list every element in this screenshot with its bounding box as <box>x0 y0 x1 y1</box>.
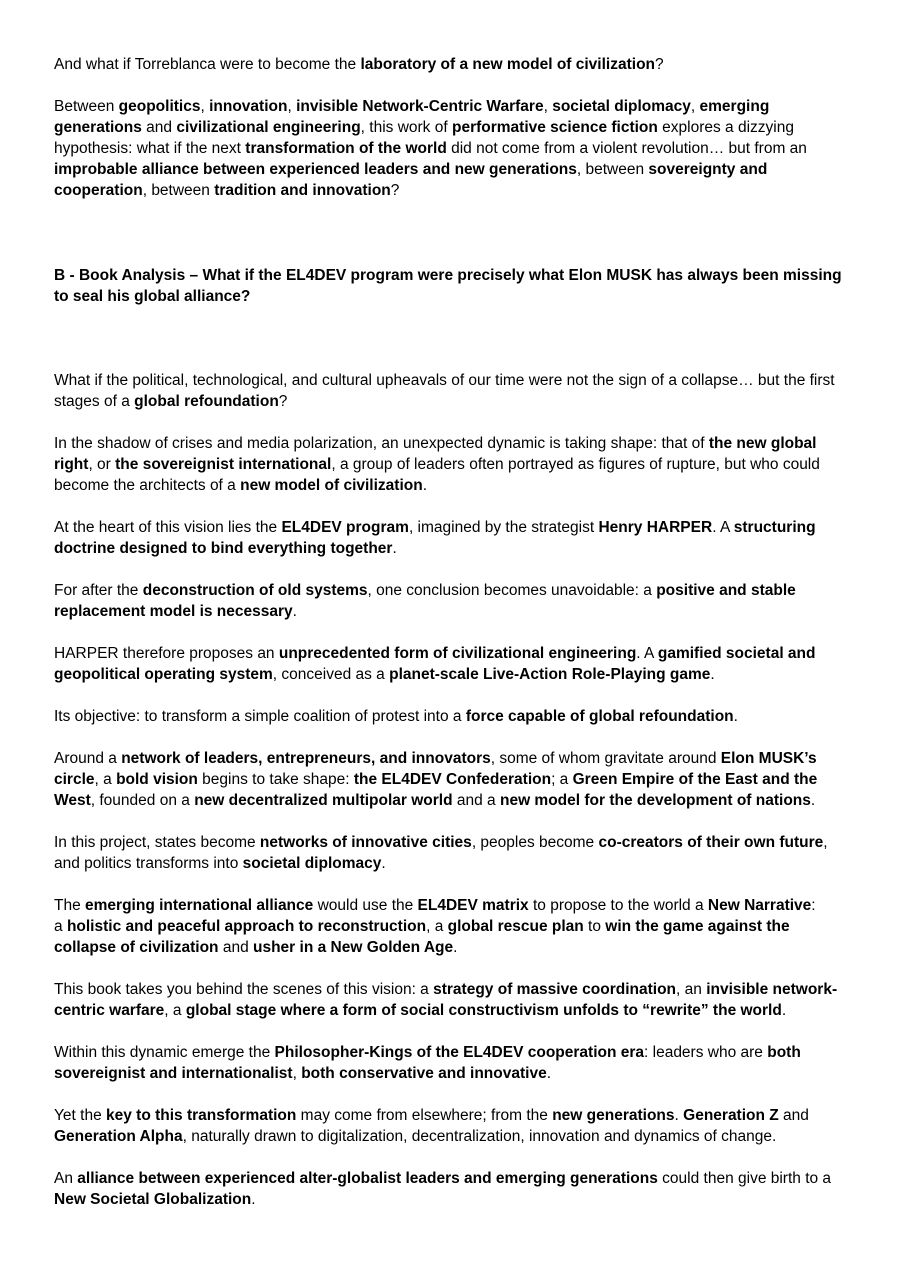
bold-text-run: tradition and innovation <box>214 182 391 199</box>
bold-text-run: win the game against the collapse of civilization <box>54 918 790 956</box>
text-run: would use the <box>313 897 418 914</box>
text-run: An <box>54 1170 78 1187</box>
paragraph <box>54 370 851 412</box>
text-run: did not come from a violent revolution… but from an <box>446 140 807 157</box>
text-run: , a <box>94 771 117 788</box>
bold-text-run: structuring doctrine designed to bind everything together <box>54 519 816 557</box>
bold-text-run: the sovereignist international <box>115 456 332 473</box>
text-run: The <box>54 897 86 914</box>
bold-text-run: Generation Z <box>683 1107 779 1124</box>
text-run: At the heart of this vision lies the <box>54 519 282 536</box>
bold-text-run: planet-scale Live-Action Role-Playing game <box>389 666 711 683</box>
text-run: . <box>392 540 397 557</box>
paragraph <box>54 643 851 685</box>
bold-text-run: the EL4DEV Confederation <box>353 771 552 788</box>
bold-text-run: force capable of global refoundation <box>465 708 734 725</box>
bold-text-run: Green Empire of the East and the West <box>54 771 818 809</box>
bold-text-run: positive and stable replacement model is necessary <box>54 582 796 620</box>
text-run: , <box>543 98 553 115</box>
text-run: , a <box>164 1002 186 1019</box>
paragraph <box>54 979 851 1021</box>
text-run: And what if Torreblanca were to become the <box>54 56 361 73</box>
text-run: , <box>690 98 700 115</box>
text-run: . <box>710 666 715 683</box>
text-run: . <box>810 792 816 809</box>
bold-text-run: Philosopher-Kings of the EL4DEV cooperation era <box>274 1044 645 1061</box>
bold-text-run: global stage where a form of social constructivism unfolds to “rewrite” the world <box>185 1002 782 1019</box>
paragraph <box>54 1168 851 1210</box>
bold-text-run: networks of innovative cities <box>259 834 472 851</box>
paragraph <box>54 706 851 727</box>
text-run: could then give birth to a <box>657 1170 832 1187</box>
text-run: , conceived as a <box>272 666 390 683</box>
text-run: and <box>778 1107 809 1124</box>
bold-text-run: global rescue plan <box>447 918 584 935</box>
section-heading <box>54 265 851 307</box>
text-run: Its objective: to transform a simple coalition of protest into a <box>54 708 466 725</box>
bold-text-run: sovereignty and cooperation <box>54 161 768 199</box>
text-run: , a <box>426 918 448 935</box>
text-run: , founded on a <box>90 792 195 809</box>
text-run: What if the political, technological, and cultural upheavals of our time were not the sign of a collapse… but the first stages of a <box>54 372 835 410</box>
paragraph <box>54 1042 851 1084</box>
text-run: HARPER therefore proposes an <box>54 645 279 662</box>
text-run: , naturally drawn to digitalization, decentralization, innovation and dynamics of change. <box>182 1128 777 1145</box>
bold-text-run: performative science fiction <box>451 119 658 136</box>
text-run: to <box>583 918 606 935</box>
text-run: , between <box>576 161 649 178</box>
bold-text-run: new decentralized multipolar world <box>194 792 453 809</box>
text-run: For after the <box>54 582 143 599</box>
bold-text-run: key to this transformation <box>106 1107 297 1124</box>
bold-text-run: network of leaders, entrepreneurs, and innovators <box>121 750 491 767</box>
text-run: . <box>546 1065 551 1082</box>
paragraph <box>54 96 851 201</box>
text-run: , this work of <box>360 119 452 136</box>
text-run: ? <box>278 393 288 410</box>
text-run: ? <box>390 182 400 199</box>
text-run: . <box>292 603 297 620</box>
text-run: , imagined by the strategist <box>408 519 599 536</box>
text-run: In this project, states become <box>54 834 260 851</box>
bold-text-run: co-creators of their own future <box>598 834 824 851</box>
text-run: . A <box>712 519 734 536</box>
bold-text-run: Elon MUSK’s circle <box>54 750 817 788</box>
text-run: . <box>453 939 458 956</box>
bold-text-run: holistic and peaceful approach to reconstruction <box>66 918 427 935</box>
bold-text-run: both conservative and innovative <box>301 1065 547 1082</box>
text-run: to propose to the world a <box>528 897 708 914</box>
paragraph <box>54 580 851 622</box>
text-run: , <box>292 1065 302 1082</box>
bold-text-run: geopolitics <box>118 98 201 115</box>
bold-text-run: gamified societal and geopolitical operating system <box>54 645 816 683</box>
text-run: , <box>287 98 297 115</box>
bold-text-run: Henry HARPER <box>598 519 713 536</box>
text-run: . <box>733 708 738 725</box>
text-run: . <box>781 1002 787 1019</box>
document-page <box>54 54 851 1231</box>
bold-text-run: alliance between experienced alter-globalist leaders and emerging generations <box>77 1170 658 1187</box>
paragraph <box>54 1105 851 1147</box>
text-run: ; a <box>551 771 573 788</box>
text-run: Yet the <box>54 1107 107 1124</box>
bold-text-run: deconstruction of old systems <box>142 582 368 599</box>
paragraph <box>54 748 851 811</box>
text-run: , between <box>142 182 215 199</box>
bold-text-run: invisible network-centric warfare <box>54 981 838 1019</box>
text-run: , an <box>676 981 707 998</box>
bold-text-run: civilizational engineering <box>176 119 361 136</box>
bold-text-run: improbable alliance between experienced leaders and new generations <box>54 161 577 178</box>
text-run: , peoples become <box>471 834 599 851</box>
bold-text-run: new generations <box>552 1107 675 1124</box>
bold-text-run: New Societal Globalization <box>54 1191 252 1208</box>
text-run: , or <box>88 456 116 473</box>
paragraph <box>54 832 851 874</box>
text-run: begins to take shape: <box>197 771 354 788</box>
text-run: , a group of leaders often portrayed as figures of rupture, but who could become the architects of a <box>54 456 820 494</box>
bold-text-run: emerging international alliance <box>85 897 314 914</box>
text-run: explores a dizzying hypothesis: what if the next <box>54 119 794 157</box>
text-run: ? <box>655 56 664 73</box>
bold-text-run: innovation <box>209 98 288 115</box>
text-run: a <box>54 918 67 935</box>
bold-text-run: strategy of massive coordination <box>433 981 677 998</box>
paragraph <box>54 433 851 496</box>
text-run: : leaders who are <box>644 1044 768 1061</box>
bold-text-run: Generation Alpha <box>54 1128 183 1145</box>
text-run: . <box>674 1107 684 1124</box>
bold-text-run: EL4DEV program <box>281 519 409 536</box>
bold-text-run: transformation of the world <box>245 140 447 157</box>
text-run: , some of whom gravitate around <box>490 750 721 767</box>
bold-text-run: both sovereignist and internationalist <box>54 1044 801 1082</box>
text-run: and a <box>452 792 500 809</box>
text-run: , and politics transforms into <box>54 834 828 872</box>
text-run: Between <box>54 98 119 115</box>
paragraph <box>54 895 851 958</box>
bold-text-run: the new global right <box>54 435 817 473</box>
bold-text-run: B - Book Analysis – What if the EL4DEV program were precisely what Elon MUSK has always been missing to seal his global alliance? <box>54 267 842 305</box>
bold-text-run: global refoundation <box>134 393 279 410</box>
bold-text-run: societal diplomacy <box>242 855 382 872</box>
text-run: In the shadow of crises and media polarization, an unexpected dynamic is taking shape: that of <box>54 435 709 452</box>
text-run: . <box>422 477 428 494</box>
text-run: Within this dynamic emerge the <box>54 1044 275 1061</box>
text-run: Around a <box>54 750 122 767</box>
bold-text-run: new model of civilization <box>240 477 423 494</box>
paragraph <box>54 54 851 75</box>
text-run: . <box>381 855 386 872</box>
text-run: may come from elsewhere; from the <box>296 1107 553 1124</box>
text-run: , <box>200 98 210 115</box>
text-run: . A <box>636 645 658 662</box>
bold-text-run: societal diplomacy <box>552 98 691 115</box>
bold-text-run: unprecedented form of civilizational engineering <box>278 645 637 662</box>
bold-text-run: new model for the development of nations <box>499 792 811 809</box>
text-run: and <box>141 119 177 136</box>
bold-text-run: bold vision <box>116 771 198 788</box>
text-run: : <box>811 897 816 914</box>
bold-text-run: New Narrative <box>707 897 812 914</box>
text-run: , one conclusion becomes unavoidable: a <box>367 582 657 599</box>
bold-text-run: EL4DEV matrix <box>417 897 529 914</box>
text-run: This book takes you behind the scenes of this vision: a <box>54 981 434 998</box>
text-run: . <box>251 1191 256 1208</box>
bold-text-run: emerging generations <box>54 98 770 136</box>
text-run: and <box>218 939 253 956</box>
bold-text-run: laboratory of a new model of civilization <box>360 56 655 73</box>
bold-text-run: invisible Network-Centric Warfare <box>296 98 544 115</box>
bold-text-run: usher in a New Golden Age <box>253 939 454 956</box>
paragraph <box>54 517 851 559</box>
